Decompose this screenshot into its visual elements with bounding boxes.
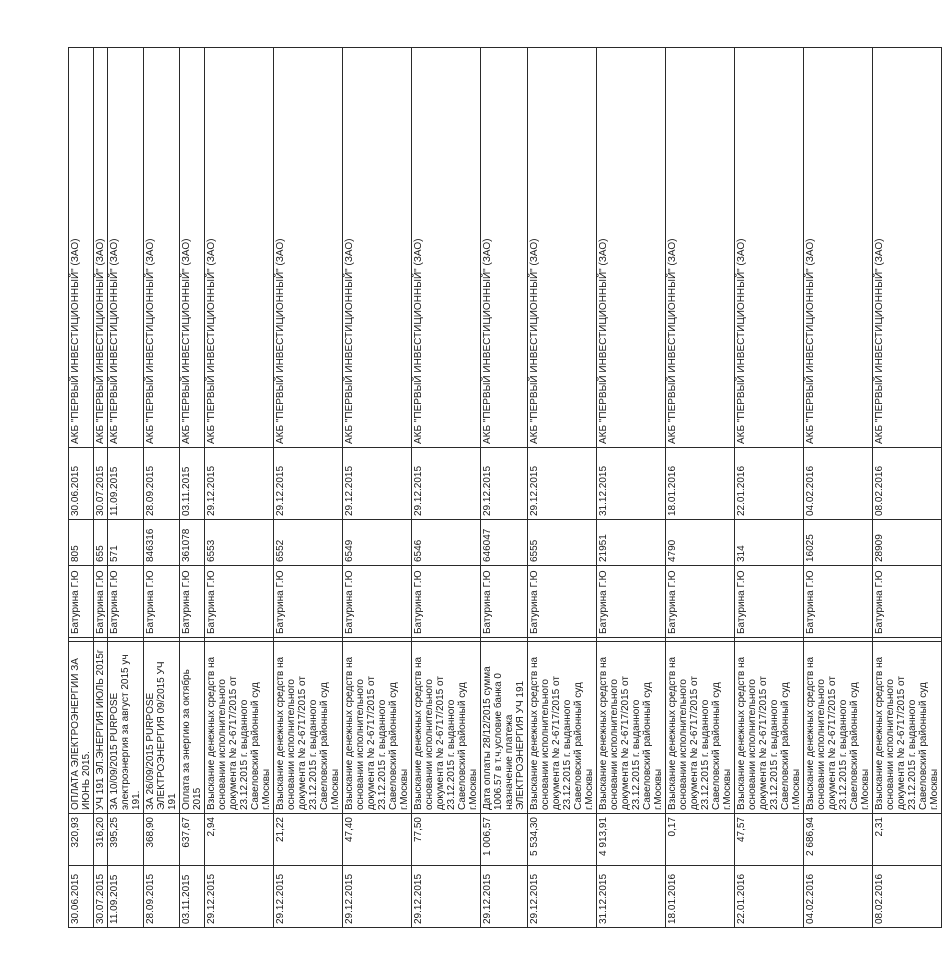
document-date: 11.09.2015 [108,448,144,520]
payment-description: Дата оплаты 28/12/2015 сумма 1006.57 в т.ч.условие банка 0 назначение платежа ЭЛЕКТРОЭНЕРГИЯ УЧ 191 [481,642,528,814]
payment-amount: 395,25 [108,814,144,866]
document-date: 04.02.2016 [804,448,873,520]
table-row [735,48,804,928]
payment-date: 30.06.2015 [69,866,94,928]
payment-description: ЗА 10/09/2015 PURPOSE электроэнергия за август 2015 уч 191. [108,642,144,814]
payer-name: Батурина Г.Ю [205,566,274,638]
table-row [343,48,412,928]
payment-date: 03.11.2015 [180,866,205,928]
table-row [804,48,873,928]
payment-amount: 2,94 [205,814,274,866]
document-date: 29.12.2015 [481,448,528,520]
document-date: 29.12.2015 [528,448,597,520]
payment-date: 29.12.2015 [343,866,412,928]
document-number: 6549 [343,520,412,566]
payer-name: Батурина Г.Ю [804,566,873,638]
bank-name: АКБ "ПЕРВЫЙ ИНВЕСТИЦИОННЫЙ" (ЗАО) [597,48,666,448]
document-number: 805 [69,520,94,566]
document-number: 646047 [481,520,528,566]
transactions-table [68,47,942,928]
empty-cell [180,638,205,642]
bank-name: АКБ "ПЕРВЫЙ ИНВЕСТИЦИОННЫЙ" (ЗАО) [343,48,412,448]
document-number: 4790 [666,520,735,566]
payer-name: Батурина Г.Ю [144,566,180,638]
payment-description: ЗА 26/09/2015 PURPOSE ЭЛЕКТРОЭНЕРГИЯ 09/2015 УЧ 191 [144,642,180,814]
payer-name: Батурина Г.Ю [69,566,94,638]
table-row [528,48,597,928]
bank-name: АКБ "ПЕРВЫЙ ИНВЕСТИЦИОННЫЙ" (ЗАО) [274,48,343,448]
table-row [412,48,481,928]
payment-amount: 21,22 [274,814,343,866]
payment-amount: 5 534,30 [528,814,597,866]
payment-amount: 0,17 [666,814,735,866]
rotated-table-wrapper [68,48,940,928]
payment-date: 18.01.2016 [666,866,735,928]
payment-amount: 320,93 [69,814,94,866]
payment-description: Взыскание денежных средств на основании исполнительного документа № 2-6717/2015 от 23.12.2015 г. выданного Савеловский районный суд г.Москвы [412,642,481,814]
payment-date: 30.07.2015 [94,866,108,928]
bank-name: АКБ "ПЕРВЫЙ ИНВЕСТИЦИОННЫЙ" (ЗАО) [804,48,873,448]
document-date: 08.02.2016 [873,448,942,520]
document-number: 361078 [180,520,205,566]
payer-name: Батурина Г.Ю [666,566,735,638]
document-number: 6553 [205,520,274,566]
document-date: 29.12.2015 [343,448,412,520]
payment-description: Взыскание денежных средств на основании исполнительного документа № 2-6717/2015 от 23.12.2015 г. выданного Савеловский районный суд г.Москвы [804,642,873,814]
empty-cell [412,638,481,642]
payer-name: Батурина Г.Ю [481,566,528,638]
document-number: 6552 [274,520,343,566]
document-date: 22.01.2016 [735,448,804,520]
payment-amount: 368,90 [144,814,180,866]
document-date: 29.12.2015 [274,448,343,520]
bank-name: АКБ "ПЕРВЫЙ ИНВЕСТИЦИОННЫЙ" (ЗАО) [69,48,94,448]
payment-date: 22.01.2016 [735,866,804,928]
table-row [873,48,942,928]
empty-cell [144,638,180,642]
payer-name: Батурина Г.Ю [735,566,804,638]
payment-date: 29.12.2015 [205,866,274,928]
document-date: 18.01.2016 [666,448,735,520]
payment-description: Взыскание денежных средств на основании исполнительного документа № 2-6717/2015 от 23.12.2015 г. выданного Савеловский районный суд г.Москвы [274,642,343,814]
payment-date: 04.02.2016 [804,866,873,928]
payment-description: Взыскание денежных средств на основании исполнительного документа № 2-6717/2015 от 23.12.2015 г. выданного Савеловский районный суд г.Москвы [597,642,666,814]
bank-name: АКБ "ПЕРВЫЙ ИНВЕСТИЦИОННЫЙ" (ЗАО) [180,48,205,448]
payment-amount: 4 913,91 [597,814,666,866]
document-number: 28909 [873,520,942,566]
document-number: 846316 [144,520,180,566]
table-row [180,48,205,928]
payment-description: Взыскание денежных средств на основании исполнительного документа № 2-6717/2015 от 23.12.2015 г. выданного Савеловский районный суд г.Москвы [343,642,412,814]
table-row [274,48,343,928]
table-row [205,48,274,928]
document-number: 21951 [597,520,666,566]
payment-amount: 77,50 [412,814,481,866]
payer-name: Батурина Г.Ю [94,566,108,638]
document-date: 03.11.2015 [180,448,205,520]
payment-date: 31.12.2015 [597,866,666,928]
payment-amount: 1 006,57 [481,814,528,866]
payment-date: 29.12.2015 [528,866,597,928]
bank-name: АКБ "ПЕРВЫЙ ИНВЕСТИЦИОННЫЙ" (ЗАО) [412,48,481,448]
document-date: 29.12.2015 [205,448,274,520]
payment-description: Оплата за энергию за октябрь 2015 [180,642,205,814]
bank-name: АКБ "ПЕРВЫЙ ИНВЕСТИЦИОННЫЙ" (ЗАО) [144,48,180,448]
payment-date: 29.12.2015 [274,866,343,928]
empty-cell [804,638,873,642]
payment-date: 28.09.2015 [144,866,180,928]
empty-cell [69,638,94,642]
payer-name: Батурина Г.Ю [180,566,205,638]
payer-name: Батурина Г.Ю [343,566,412,638]
empty-cell [873,638,942,642]
empty-cell [205,638,274,642]
payment-amount: 637,67 [180,814,205,866]
payment-date: 11.09.2015 [108,866,144,928]
table-row [108,48,144,928]
payment-amount: 47,40 [343,814,412,866]
document-number: 655 [94,520,108,566]
payment-date: 29.12.2015 [481,866,528,928]
payer-name: Батурина Г.Ю [108,566,144,638]
payer-name: Батурина Г.Ю [528,566,597,638]
bank-name: АКБ "ПЕРВЫЙ ИНВЕСТИЦИОННЫЙ" (ЗАО) [735,48,804,448]
payment-amount: 2,31 [873,814,942,866]
payer-name: Батурина Г.Ю [274,566,343,638]
payment-description: Взыскание денежных средств на основании исполнительного документа № 2-6717/2015 от 23.12.2015 г. выданного Савеловский районный суд г.Москвы [528,642,597,814]
payment-description: УЧ 191 ЭЛ.ЭНЕРГИЯ ИЮЛЬ 2015г [94,642,108,814]
payment-description: Взыскание денежных средств на основании исполнительного документа № 2-6717/2015 от 23.12.2015 г. выданного Савеловский районный суд г.Москвы [205,642,274,814]
payment-amount: 316,20 [94,814,108,866]
payment-description: Взыскание денежных средств на основании исполнительного документа № 2-6717/2015 от 23.12.2015 г. выданного Савеловский районный суд г.Москвы [873,642,942,814]
empty-cell [481,638,528,642]
bank-name: АКБ "ПЕРВЫЙ ИНВЕСТИЦИОННЫЙ" (ЗАО) [873,48,942,448]
document-date: 28.09.2015 [144,448,180,520]
payment-description: Взыскание денежных средств на основании исполнительного документа № 2-6717/2015 от 23.12.2015 г. выданного Савеловский районный суд г.Москвы [666,642,735,814]
document-date: 31.12.2015 [597,448,666,520]
bank-name: АКБ "ПЕРВЫЙ ИНВЕСТИЦИОННЫЙ" (ЗАО) [205,48,274,448]
document-number: 571 [108,520,144,566]
document-date: 30.06.2015 [69,448,94,520]
document-number: 16025 [804,520,873,566]
table-row [666,48,735,928]
payment-description: Взыскание денежных средств на основании исполнительного документа № 2-6717/2015 от 23.12.2015 г. выданного Савеловский районный суд г.Москвы [735,642,804,814]
payer-name: Батурина Г.Ю [597,566,666,638]
bank-name: АКБ "ПЕРВЫЙ ИНВЕСТИЦИОННЫЙ" (ЗАО) [94,48,108,448]
empty-cell [108,638,144,642]
empty-cell [666,638,735,642]
payment-date: 08.02.2016 [873,866,942,928]
document-date: 30.07.2015 [94,448,108,520]
empty-cell [94,638,108,642]
bank-name: АКБ "ПЕРВЫЙ ИНВЕСТИЦИОННЫЙ" (ЗАО) [666,48,735,448]
empty-cell [343,638,412,642]
payment-date: 29.12.2015 [412,866,481,928]
bank-name: АКБ "ПЕРВЫЙ ИНВЕСТИЦИОННЫЙ" (ЗАО) [108,48,144,448]
table-row [481,48,528,928]
payment-amount: 47,57 [735,814,804,866]
document-number: 6555 [528,520,597,566]
document-number: 6546 [412,520,481,566]
payer-name: Батурина Г.Ю [873,566,942,638]
table-row [69,48,94,928]
bank-name: АКБ "ПЕРВЫЙ ИНВЕСТИЦИОННЫЙ" (ЗАО) [528,48,597,448]
document-date: 29.12.2015 [412,448,481,520]
table-row [597,48,666,928]
payment-description: ОПЛАТА ЭЛЕКТРОЭНЕРГИИ ЗА ИЮНЬ 2015. [69,642,94,814]
empty-cell [274,638,343,642]
document-number: 314 [735,520,804,566]
bank-name: АКБ "ПЕРВЫЙ ИНВЕСТИЦИОННЫЙ" (ЗАО) [481,48,528,448]
payment-amount: 2 686,94 [804,814,873,866]
table-row [144,48,180,928]
table-row [94,48,108,928]
empty-cell [597,638,666,642]
empty-cell [528,638,597,642]
payer-name: Батурина Г.Ю [412,566,481,638]
empty-cell [735,638,804,642]
